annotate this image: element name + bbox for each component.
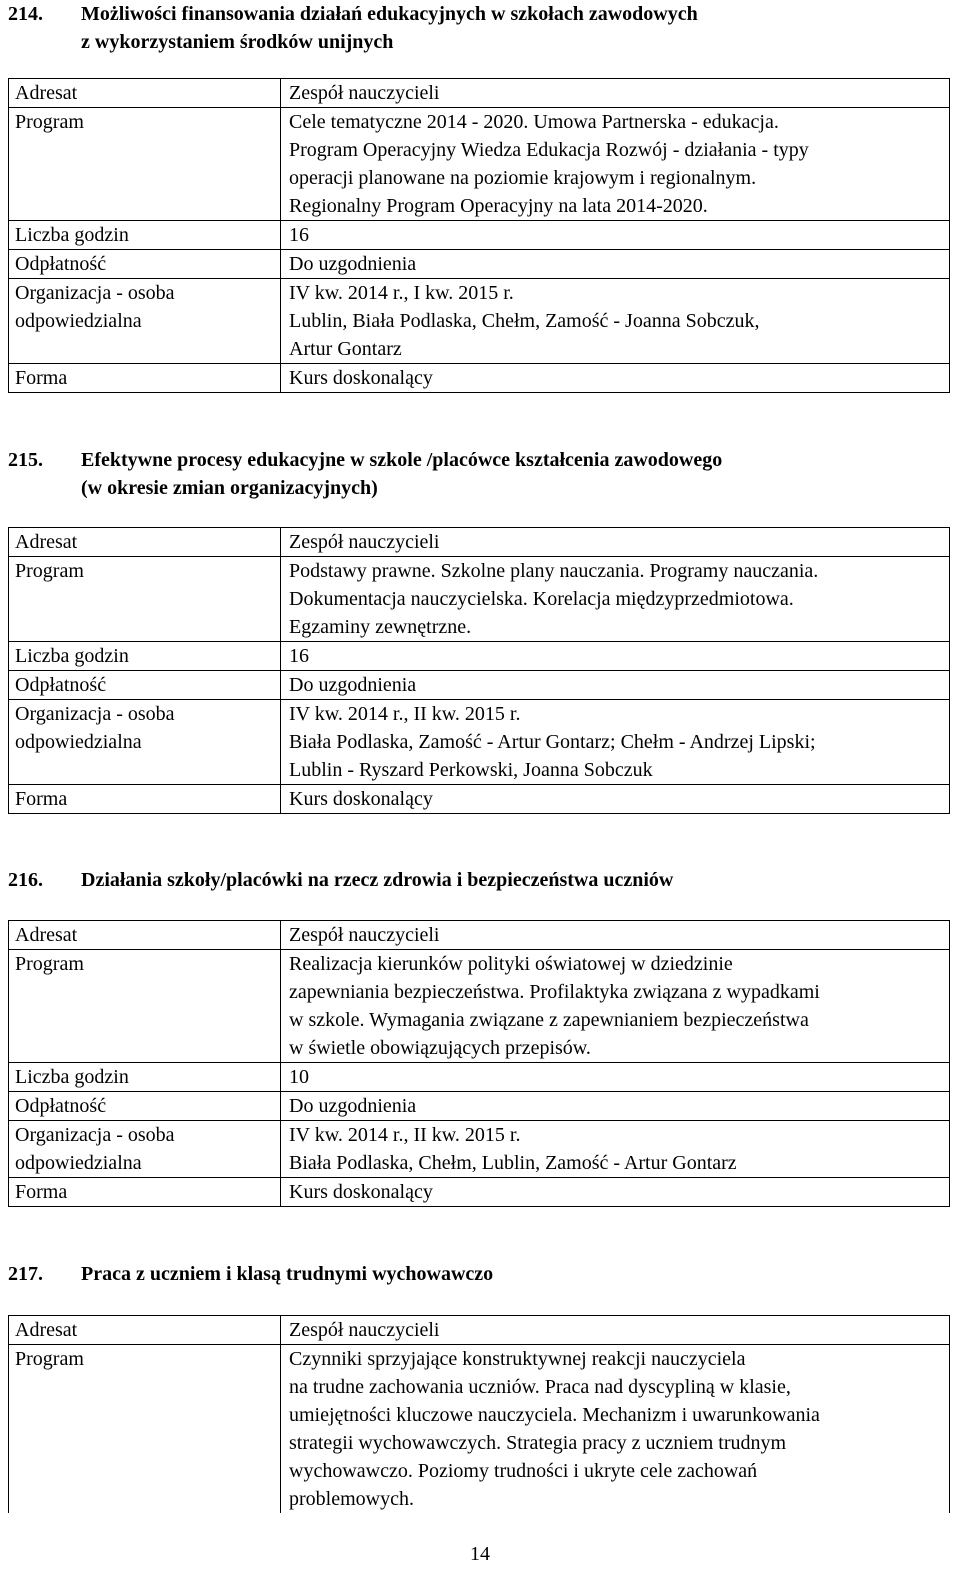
table-row	[9, 250, 950, 279]
row-value	[281, 700, 950, 785]
table-row	[9, 921, 950, 950]
section-title-line: (w okresie zmian organizacyjnych)	[81, 477, 378, 499]
value-line: strategii wychowawczych. Strategia pracy z uczniem trudnym	[289, 1432, 787, 1454]
row-value	[281, 557, 950, 642]
section-number: 214.	[8, 3, 43, 25]
value-line: wychowawczo. Poziomy trudności i ukryte cele zachowań	[289, 1460, 758, 1482]
value-line: umiejętności kluczowe nauczyciela. Mechanizm i uwarunkowania	[289, 1404, 820, 1426]
table-row	[9, 364, 950, 393]
table-row	[9, 1316, 950, 1345]
section-number: 215.	[8, 449, 43, 471]
value-line: Program Operacyjny Wiedza Edukacja Rozwój - działania - typy	[289, 139, 809, 161]
table-row	[9, 108, 950, 221]
section-heading-215	[8, 446, 948, 502]
row-value: Zespół nauczycieli	[281, 1316, 950, 1345]
course-table-214	[8, 78, 950, 393]
table-row	[9, 1121, 950, 1178]
value-line: IV kw. 2014 r., II kw. 2015 r.	[289, 703, 521, 725]
table-row	[9, 700, 950, 785]
row-label: Odpłatność	[9, 671, 281, 700]
row-value: Do uzgodnienia	[281, 671, 950, 700]
row-label: Liczba godzin	[9, 1063, 281, 1092]
row-value: Zespół nauczycieli	[281, 79, 950, 108]
section-heading-214	[8, 0, 948, 56]
value-line: Biała Podlaska, Chełm, Lublin, Zamość - Artur Gontarz	[289, 1152, 737, 1174]
table-row	[9, 1178, 950, 1207]
value-line: Lublin - Ryszard Perkowski, Joanna Sobczuk	[289, 759, 653, 781]
row-label	[9, 700, 281, 785]
value-line: Artur Gontarz	[289, 338, 402, 360]
section-title-line: Możliwości finansowania działań edukacyjnych w szkołach zawodowych	[81, 3, 698, 25]
section-heading-216	[8, 866, 948, 894]
table-row	[9, 221, 950, 250]
value-line: Regionalny Program Operacyjny na lata 2014-2020.	[289, 195, 708, 217]
row-label: Odpłatność	[9, 1092, 281, 1121]
value-line: Lublin, Biała Podlaska, Chełm, Zamość - Joanna Sobczuk,	[289, 310, 760, 332]
value-line: w szkole. Wymagania związane z zapewnianiem bezpieczeństwa	[289, 1009, 809, 1031]
row-value: Kurs doskonalący	[281, 785, 950, 814]
section-title-line: Działania szkoły/placówki na rzecz zdrowia i bezpieczeństwa uczniów	[81, 869, 674, 891]
value-line: Podstawy prawne. Szkolne plany nauczania. Programy nauczania.	[289, 560, 819, 582]
table-row	[9, 1092, 950, 1121]
course-table-215	[8, 527, 950, 814]
row-value: 16	[281, 642, 950, 671]
row-label: Forma	[9, 1178, 281, 1207]
label-line: odpowiedzialna	[15, 1152, 142, 1174]
row-value	[281, 108, 950, 221]
row-label: Program	[9, 1345, 281, 1514]
value-line: na trudne zachowania uczniów. Praca nad dyscypliną w klasie,	[289, 1376, 791, 1398]
row-label: Forma	[9, 364, 281, 393]
row-value: Zespół nauczycieli	[281, 528, 950, 557]
course-table-217	[8, 1315, 950, 1513]
table-row	[9, 1345, 950, 1514]
section-number: 217.	[8, 1263, 43, 1285]
table-row	[9, 557, 950, 642]
value-line: Dokumentacja nauczycielska. Korelacja międzyprzedmiotowa.	[289, 588, 794, 610]
row-value: Do uzgodnienia	[281, 250, 950, 279]
value-line: problemowych.	[289, 1488, 414, 1510]
table-row	[9, 279, 950, 364]
table-row	[9, 1063, 950, 1092]
table-row	[9, 528, 950, 557]
value-line: Cele tematyczne 2014 - 2020. Umowa Partnerska - edukacja.	[289, 111, 779, 133]
label-line: odpowiedzialna	[15, 731, 142, 753]
table-row	[9, 950, 950, 1063]
row-value: Kurs doskonalący	[281, 364, 950, 393]
value-line: Czynniki sprzyjające konstruktywnej reakcji nauczyciela	[289, 1348, 746, 1370]
row-label: Liczba godzin	[9, 221, 281, 250]
value-line: Biała Podlaska, Zamość - Artur Gontarz; Chełm - Andrzej Lipski;	[289, 731, 816, 753]
row-label	[9, 1121, 281, 1178]
row-label	[9, 279, 281, 364]
row-label: Adresat	[9, 79, 281, 108]
value-line: IV kw. 2014 r., I kw. 2015 r.	[289, 282, 514, 304]
row-label: Liczba godzin	[9, 642, 281, 671]
section-number: 216.	[8, 869, 43, 891]
label-line: odpowiedzialna	[15, 310, 142, 332]
row-value: Do uzgodnienia	[281, 1092, 950, 1121]
row-label: Forma	[9, 785, 281, 814]
row-value: Kurs doskonalący	[281, 1178, 950, 1207]
page-number: 14	[470, 1543, 490, 1565]
row-value	[281, 1345, 950, 1514]
table-row	[9, 785, 950, 814]
table-row	[9, 642, 950, 671]
label-line: Organizacja - osoba	[15, 703, 175, 725]
value-line: w świetle obowiązujących przepisów.	[289, 1037, 591, 1059]
row-label: Adresat	[9, 921, 281, 950]
value-line: Realizacja kierunków polityki oświatowej w dziedzinie	[289, 953, 733, 975]
label-line: Organizacja - osoba	[15, 1124, 175, 1146]
label-line: Organizacja - osoba	[15, 282, 175, 304]
row-value	[281, 1121, 950, 1178]
section-title-line: Praca z uczniem i klasą trudnymi wychowawczo	[81, 1263, 494, 1285]
row-label: Adresat	[9, 528, 281, 557]
row-label: Adresat	[9, 1316, 281, 1345]
value-line: zapewniania bezpieczeństwa. Profilaktyka związana z wypadkami	[289, 981, 820, 1003]
row-value	[281, 950, 950, 1063]
value-line: IV kw. 2014 r., II kw. 2015 r.	[289, 1124, 521, 1146]
section-heading-217	[8, 1260, 948, 1288]
value-line: operacji planowane na poziomie krajowym i regionalnym.	[289, 167, 757, 189]
row-value: 10	[281, 1063, 950, 1092]
course-table-216	[8, 920, 950, 1207]
section-title-line: z wykorzystaniem środków unijnych	[81, 31, 394, 53]
section-title-line: Efektywne procesy edukacyjne w szkole /placówce kształcenia zawodowego	[81, 449, 723, 471]
row-value	[281, 279, 950, 364]
row-label: Odpłatność	[9, 250, 281, 279]
row-value: 16	[281, 221, 950, 250]
row-label: Program	[9, 557, 281, 642]
row-value: Zespół nauczycieli	[281, 921, 950, 950]
row-label: Program	[9, 108, 281, 221]
row-label: Program	[9, 950, 281, 1063]
table-row	[9, 79, 950, 108]
table-row	[9, 671, 950, 700]
value-line: Egzaminy zewnętrzne.	[289, 616, 472, 638]
